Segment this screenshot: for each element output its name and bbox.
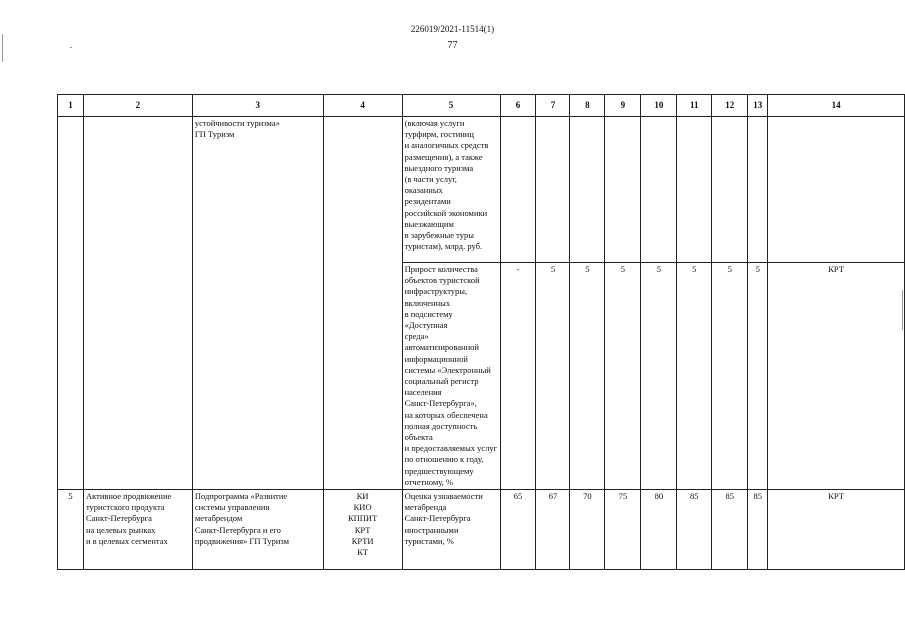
column-number-row bbox=[58, 95, 905, 117]
col-header: 3 bbox=[192, 95, 323, 117]
value-cell: 5 bbox=[677, 263, 712, 490]
participants-cell: КИ КИО КППИТ КРТ КРТИ КТ bbox=[323, 490, 402, 570]
value-cell: 85 bbox=[748, 490, 768, 570]
value-cell: 85 bbox=[677, 490, 712, 570]
indicator-cell: (включая услуги турфирм, гостиниц и аналогичных средств размещения), а также выездного туризма (в части услуг, оказанных резидентами российской экономики выезжающим в зарубежные туры туристам), млрд. руб. bbox=[402, 117, 500, 263]
program-cell: Подпрограмма «Развитие системы управления метабрендом Санкт-Петербурга и его продвижения» ГП Туризм bbox=[192, 490, 323, 570]
value-cell bbox=[536, 117, 570, 263]
col-header: 14 bbox=[768, 95, 905, 117]
executor-cell bbox=[768, 117, 905, 263]
scan-mark bbox=[2, 34, 3, 62]
col-header: 12 bbox=[712, 95, 748, 117]
value-cell: 5 bbox=[605, 263, 641, 490]
value-cell: 5 bbox=[712, 263, 748, 490]
task-name-cell: Активное продвижение туристского продукта Санкт-Петербурга на целевых рынках и в целевых сегментах bbox=[83, 490, 192, 570]
value-cell bbox=[500, 117, 536, 263]
col-header: 4 bbox=[323, 95, 402, 117]
scan-mark bbox=[902, 290, 903, 330]
value-cell bbox=[712, 117, 748, 263]
col-header: 2 bbox=[83, 95, 192, 117]
value-cell bbox=[570, 117, 605, 263]
col-header: 7 bbox=[536, 95, 570, 117]
value-cell: 75 bbox=[605, 490, 641, 570]
executor-cell: КРТ bbox=[768, 490, 905, 570]
scan-mark bbox=[70, 47, 72, 48]
value-cell: 5 bbox=[748, 263, 768, 490]
participants-cell bbox=[323, 117, 402, 490]
value-cell bbox=[677, 117, 712, 263]
value-cell bbox=[748, 117, 768, 263]
value-cell: 85 bbox=[712, 490, 748, 570]
col-header: 9 bbox=[605, 95, 641, 117]
col-header: 8 bbox=[570, 95, 605, 117]
col-header: 6 bbox=[500, 95, 536, 117]
col-header: 10 bbox=[641, 95, 677, 117]
value-cell: 5 bbox=[570, 263, 605, 490]
value-cell: 80 bbox=[641, 490, 677, 570]
value-cell bbox=[641, 117, 677, 263]
document-id: 226019/2021-11514(1) bbox=[410, 24, 495, 34]
executor-cell: КРТ bbox=[768, 263, 905, 490]
page-number: 77 bbox=[447, 40, 458, 51]
task-name-cell bbox=[83, 117, 192, 490]
value-cell: 5 bbox=[641, 263, 677, 490]
col-header: 1 bbox=[58, 95, 84, 117]
indicator-cell: Оценка узнаваемости метабренда Санкт-Петербурга иностранными туристами, % bbox=[402, 490, 500, 570]
col-header: 11 bbox=[677, 95, 712, 117]
value-cell: 67 bbox=[536, 490, 570, 570]
program-cell: устойчивости туризма» ГП Туризм bbox=[192, 117, 323, 490]
value-cell bbox=[605, 117, 641, 263]
program-table bbox=[57, 94, 905, 570]
value-cell: 70 bbox=[570, 490, 605, 570]
row-num-cell: 5 bbox=[58, 490, 84, 570]
col-header: 5 bbox=[402, 95, 500, 117]
indicator-cell: Прирост количества объектов туристской инфраструктуры, включенных в подсистему «Доступная среда» автоматизированной информационной системы «Электронный социальный регистр населения Санкт-Петербурга», на которых обеспечена полная доступность объекта и предоставляемых услуг по отношению к году, предшествующему отчетному, % bbox=[402, 263, 500, 490]
value-cell: 65 bbox=[500, 490, 536, 570]
col-header: 13 bbox=[748, 95, 768, 117]
table-row bbox=[58, 490, 905, 570]
value-cell: - bbox=[500, 263, 536, 490]
table-row bbox=[58, 117, 905, 263]
value-cell: 5 bbox=[536, 263, 570, 490]
row-num-cell bbox=[58, 117, 84, 490]
